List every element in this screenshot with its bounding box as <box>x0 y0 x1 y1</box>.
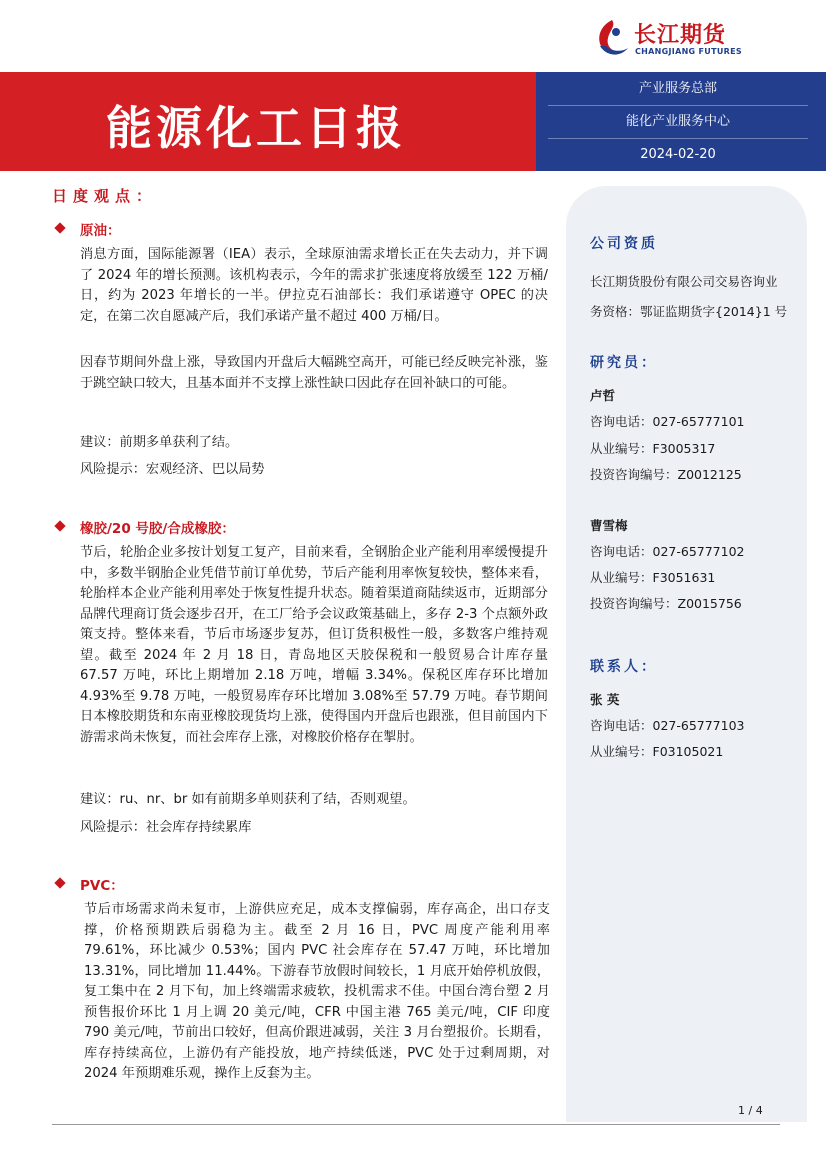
researcher-license: 从业编号：F3051631 <box>590 570 716 585</box>
section-title-rubber: 橡胶/20 号胶/合成橡胶： <box>80 521 235 537</box>
contact-heading: 联系人： <box>590 659 658 675</box>
rubber-advice: 建议：ru、nr、br 如有前期多单则获利了结，否则观望。 <box>80 792 416 807</box>
pvc-analysis: 节后市场需求尚未复市，上游供应充足，成本支撑偏弱，库存高企，出口存支撑，价格预期跌后弱稳为主。截至 2 月 16 日，PVC 周度产能利用率 79.61%，环比减少 0.53%；国内 PVC 社会库存在 57.47 万吨，环比增加 13.31%，同比增加 11.44%。下游春节放假时间较长，1 月底开始停机放假，复工集中在 2 月下旬，加上终端需求疲软，投机需求不佳。中国台湾台塑 2 月预售报价环比 1 月上调 20 美元/吨，CFR 中国主港 765 美元/吨，CIF 印度 790 美元/吨，节前出口较好，但高价跟进减弱，关注 3 月台塑报价。长期看，库存持续高位，上游仍有产能投放，地产持续低迷，PVC 处于过剩周期，对 2024 年预期难乐观，操作上反套为主。 <box>84 902 550 1081</box>
researcher-advisory-id: 投资咨询编号：Z0012125 <box>590 467 742 482</box>
contact-license: 从业编号：F03105021 <box>590 744 724 759</box>
department-label: 产业服务总部 <box>638 81 717 96</box>
bullet-diamond-icon <box>54 520 65 531</box>
rubber-analysis: 节后，轮胎企业多按计划复工复产，目前来看，全钢胎企业产能利用率缓慢提升中，多数半钢胎企业凭借节前订单优势，节后产能利用率恢复较快，整体来看，轮胎样本企业产能利用率处于恢复性提升状态。随着渠道商陆续返市，近期部分品牌代理商订货会逐步召开，在工厂给予会议政策基础上，多存 2-3 个点额外政策支持。整体来看，节后市场逐步复苏，但订货积极性一般，多数客户维持观望。截至 2024 年 2 月 18 日，青岛地区天胶保税和一般贸易合计库存量 67.57 万吨，环比上期增加 2.18 万吨，增幅 3.34%。保税区库存环比增加 4.93%至 9.78 万吨，一般贸易库存环比增加 3.08%至 57.79 万吨。春节期间日本橡胶期货和东南亚橡胶现货均上涨，使得国内开盘后也跟涨，但目前国内下游需求尚未恢复，而社会库存上涨，对橡胶价格存在掣肘。 <box>80 545 548 745</box>
crude-oil-news: 消息方面，国际能源署（IEA）表示，全球原油需求增长正在失去动力，并下调了 2024 年的增长预测。该机构表示，今年的需求扩张速度将放缓至 122 万桶/日，约为 2023 年增长的一半。伊拉克石油部长：我们承诺遵守 OPEC 的决定，在第二次自愿减产后，我们承诺产量不超过 400 万桶/日。 <box>80 247 548 324</box>
crude-oil-analysis: 因春节期间外盘上涨，导致国内开盘后大幅跳空高开，可能已经反映完补涨，鉴于跳空缺口较大，且基本面并不支撑上涨性缺口因此存在回补缺口的可能。 <box>80 355 548 391</box>
researchers-heading: 研究员： <box>590 355 658 371</box>
researcher-license: 从业编号：F3005317 <box>590 441 716 456</box>
bullet-diamond-icon <box>54 877 65 888</box>
crude-oil-risk: 风险提示：宏观经济、巴以局势 <box>80 462 265 477</box>
qualification-heading: 公司资质 <box>590 236 658 252</box>
researcher-advisory-id: 投资咨询编号：Z0015756 <box>590 596 742 611</box>
crude-oil-advice: 建议：前期多单获利了结。 <box>80 435 239 450</box>
researcher-phone: 咨询电话：027-65777101 <box>590 414 745 429</box>
daily-view-heading: 日度观点： <box>52 187 158 205</box>
center-label: 能化产业服务中心 <box>625 114 730 129</box>
logo-name-en: CHANGJIANG FUTURES <box>635 47 742 56</box>
researcher-phone: 咨询电话：027-65777102 <box>590 544 745 559</box>
contact-phone: 咨询电话：027-65777103 <box>590 718 745 733</box>
section-title-pvc: PVC： <box>80 878 124 894</box>
company-logo <box>592 16 762 60</box>
section-title-crude-oil: 原油： <box>80 223 121 239</box>
qualification-text: 长江期货股份有限公司交易咨询业 <box>590 274 778 289</box>
sidebar-panel <box>566 186 807 1122</box>
researcher-name: 卢哲 <box>590 388 616 403</box>
report-title: 能源化工日报 <box>106 101 406 155</box>
page-number: 1 / 4 <box>738 1104 763 1117</box>
contact-name: 张 英 <box>590 692 620 707</box>
report-date: 2024-02-20 <box>640 147 716 162</box>
rubber-risk: 风险提示：社会库存持续累库 <box>80 820 252 835</box>
logo-emblem-icon <box>592 16 632 60</box>
qualification-text: 务资格：鄂证监期货字{2014}1 号 <box>590 304 788 319</box>
researcher-name: 曹雪梅 <box>590 518 628 533</box>
footer-divider <box>52 1124 780 1125</box>
bullet-diamond-icon <box>54 222 65 233</box>
logo-name-cn: 长江期货 <box>634 23 727 48</box>
